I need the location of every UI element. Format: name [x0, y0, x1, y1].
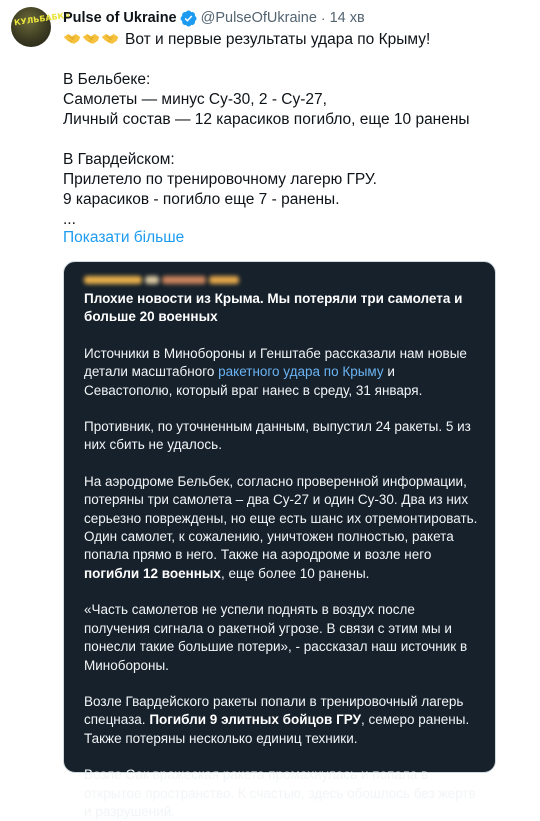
tweet-text [63, 30, 528, 230]
card-paragraph-6: Возле Сак вражеская ракета промахнулась и попала в открытое пространство. К счастью, здесь обошлось без жертв и разрушений. [84, 767, 476, 819]
emoji-group [63, 31, 119, 46]
show-more-link[interactable]: Показати більше [63, 229, 185, 246]
handshake-emoji-icon [101, 31, 119, 46]
tweet-line-8: ... [63, 211, 76, 228]
verified-badge-icon [180, 10, 197, 27]
tweet-line-5: В Гвардейском: [63, 151, 175, 168]
card-paragraph-5: Возле Гвардейского ракеты попали в тренировочный лагерь спецназа. Погибли 9 элитных бойцов ГРУ, семеро ранены. Также потеряны несколько единиц техники. [84, 693, 470, 746]
card-paragraph-3: На аэродроме Бельбек, согласно проверенной информации, потеряны три самолета – два Су-27 и один Су-30. Два из них серьезно повреждены, но еще есть шанс их отремонтировать. Один самолет, к сожалению, уничтожен полностью, ракета попала прямо в него. Также на аэродроме и возле него погибли 12 военных, еще более 10 ранены. [84, 473, 478, 581]
handshake-emoji-icon [63, 31, 81, 46]
card-link[interactable]: ракетного удара по Крыму [218, 364, 384, 380]
tweet-line-1-text: Вот и первые результаты удара по Крыму! [125, 31, 431, 48]
separator-dot: · [320, 10, 326, 26]
card-paragraph-2: Противник, по уточненным данным, выпустил 24 ракеты. 5 из них сбить не удалось. [84, 419, 471, 453]
author-name[interactable]: Pulse of Ukraine [63, 10, 177, 26]
card-paragraph-1: Источники в Минобороны и Генштабе рассказали нам новые детали масштабного ракетного удара по Крыму и Севастополю, который враг нанес в среду, 31 января. [84, 345, 467, 398]
tweet-line-4: Личный состав — 12 карасиков погибло, еще 10 ранены [63, 111, 470, 128]
tweet-line-1 [63, 30, 528, 50]
blurred-channel-name [84, 274, 484, 286]
tweet-header [63, 8, 365, 28]
avatar[interactable] [11, 7, 71, 47]
avatar-text: КУЛЬБАБКА [13, 10, 71, 28]
tweet-line-2: В Бельбеке: [63, 71, 151, 88]
tweet-line-7: 9 карасиков - погибло еще 7 - ранены. [63, 191, 340, 208]
card-title: Плохие новости из Крыма. Мы потеряли три самолета и больше 20 военных [84, 291, 463, 325]
tweet-line-3: Самолеты — минус Су-30, 2 - Су-27, [63, 91, 327, 108]
card-content [84, 272, 484, 821]
attached-image-card[interactable] [63, 261, 496, 819]
card-paragraph-4: «Часть самолетов не успели поднять в воздух после получения сигнала о ракетной угрозе. В связи с этим мы и понесли такие большие потери», - рассказал наш источник в Минобороны. [84, 602, 468, 673]
tweet-line-6: Прилетело по тренировочному лагерю ГРУ. [63, 171, 377, 188]
timestamp[interactable]: 14 хв [329, 10, 365, 26]
author-handle[interactable]: @PulseOfUkraine [200, 10, 317, 26]
handshake-emoji-icon [82, 31, 100, 46]
